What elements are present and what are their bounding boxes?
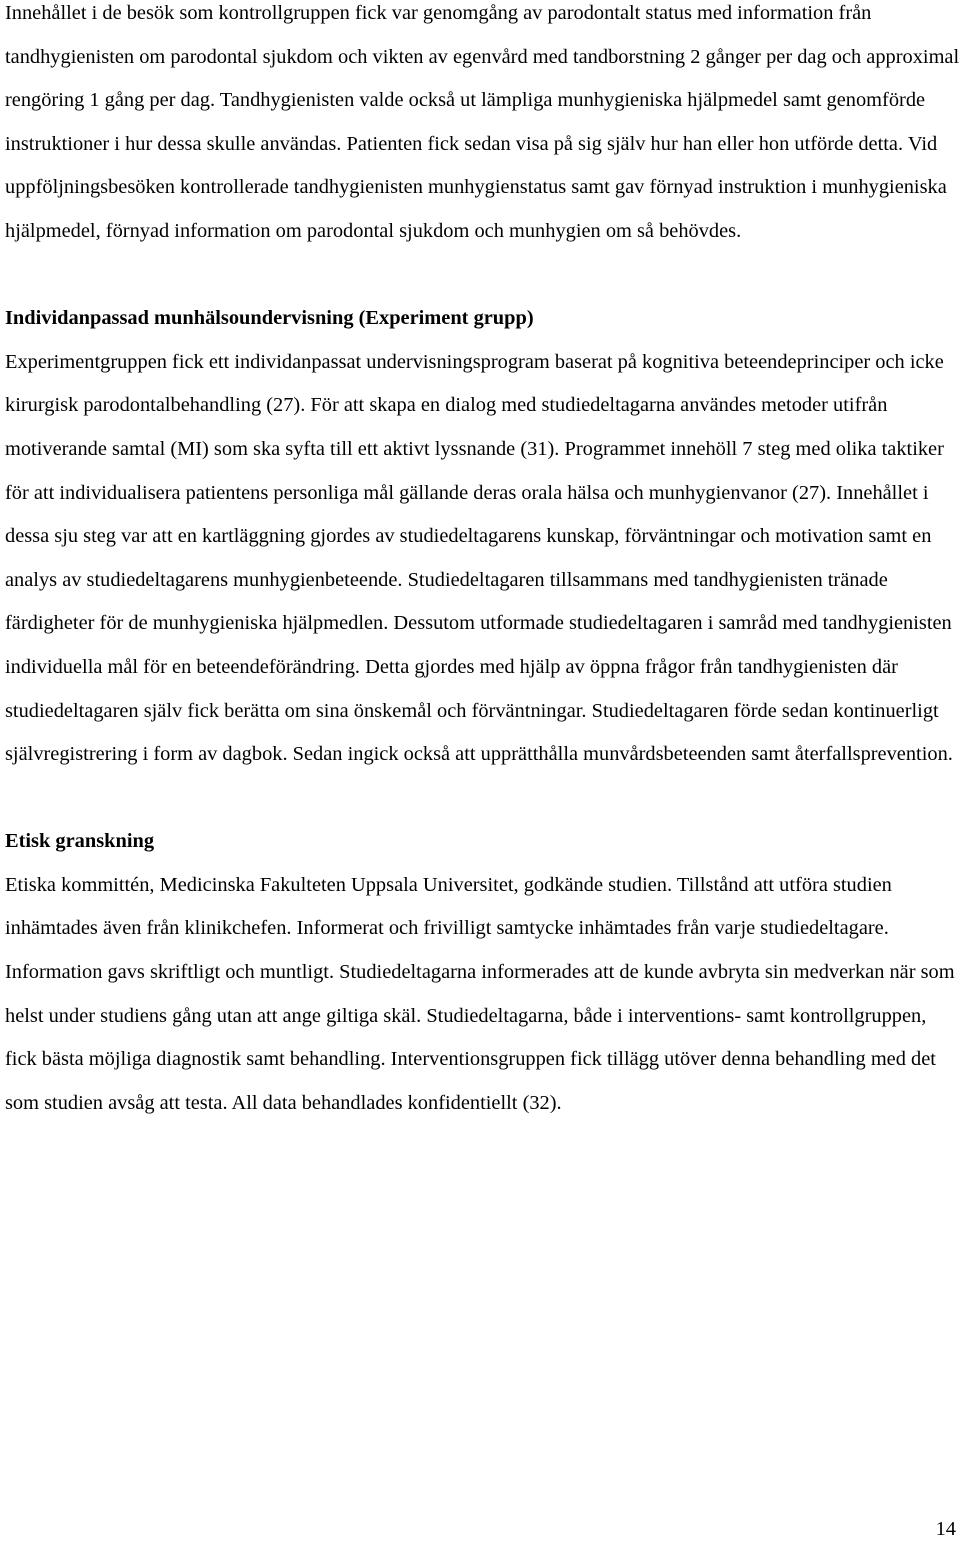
spacer — [5, 254, 960, 298]
page-number: 14 — [935, 1518, 956, 1540]
experiment-group-paragraph: Experimentgruppen fick ett individanpassat undervisningsprogram baserat på kognitiva beteendeprinciper och icke kirurgisk parodontalbehandling (27). För att skapa en dialog med studiedeltagarna användes metoder utifrån motiverande samtal (MI) som ska syfta till ett aktivt lyssnande (31). Programmet innehöll 7 steg med olika taktiker för att individualisera patientens personliga mål gällande deras orala hälsa och munhygienvanor (27). Innehållet i dessa sju steg var att en kartläggning gjordes av studiedeltagarens kunskap, förväntningar och motivation samt en analys av studiedeltagarens munhygienbeteende. Studiedeltagaren tillsammans med tandhygienisten tränade färdigheter för de munhygieniska hjälpmedlen. Dessutom utformade studiedeltagaren i samråd med tandhygienisten individuella mål för en beteendeförändring. Detta gjordes med hjälp av öppna frågor från tandhygienisten där studiedeltagaren själv fick berätta om sina önskemål och förväntningar. Studiedeltagaren förde sedan kontinuerligt självregistrering i form av dagbok. Sedan ingick också att upprätthålla munvårdsbeteenden samt återfallsprevention. — [5, 350, 953, 766]
ethics-heading: Etisk granskning — [5, 830, 155, 853]
experiment-group-heading: Individanpassad munhälsoundervisning (Experiment grupp) — [5, 307, 534, 330]
spacer — [5, 777, 960, 821]
ethics-paragraph: Etiska kommittén, Medicinska Fakulteten Uppsala Universitet, godkände studien. Tillstånd att utföra studien inhämtades även från klinikchefen. Informerat och frivilligt samtycke inhämtades från varje studiedeltagare. Information gavs skriftligt och muntligt. Studiedeltagarna informerades att de kunde avbryta sin medverkan när som helst under studiens gång utan att ange giltiga skäl. Studiedeltagarna, både i interventions- samt kontrollgruppen, fick bästa möjliga diagnostik samt behandling. Interventionsgruppen fick tillägg utöver denna behandling med det som studien avsåg att testa. All data behandlades konfidentiellt (32). — [5, 873, 955, 1114]
document-page — [5, 0, 960, 1125]
control-group-paragraph: Innehållet i de besök som kontrollgruppen fick var genomgång av parodontalt status med information från tandhygienisten om parodontal sjukdom och vikten av egenvård med tandborstning 2 gånger per dag och approximal rengöring 1 gång per dag. Tandhygienisten valde också ut lämpliga munhygieniska hjälpmedel samt genomförde instruktioner i hur dessa skulle användas. Patienten fick sedan visa på sig själv hur han eller hon utförde detta. Vid uppföljningsbesöken kontrollerade tandhygienisten munhygienstatus samt gav förnyad instruktion i munhygieniska hjälpmedel, förnyad information om parodontal sjukdom och munhygien om så behövdes. — [5, 2, 960, 242]
